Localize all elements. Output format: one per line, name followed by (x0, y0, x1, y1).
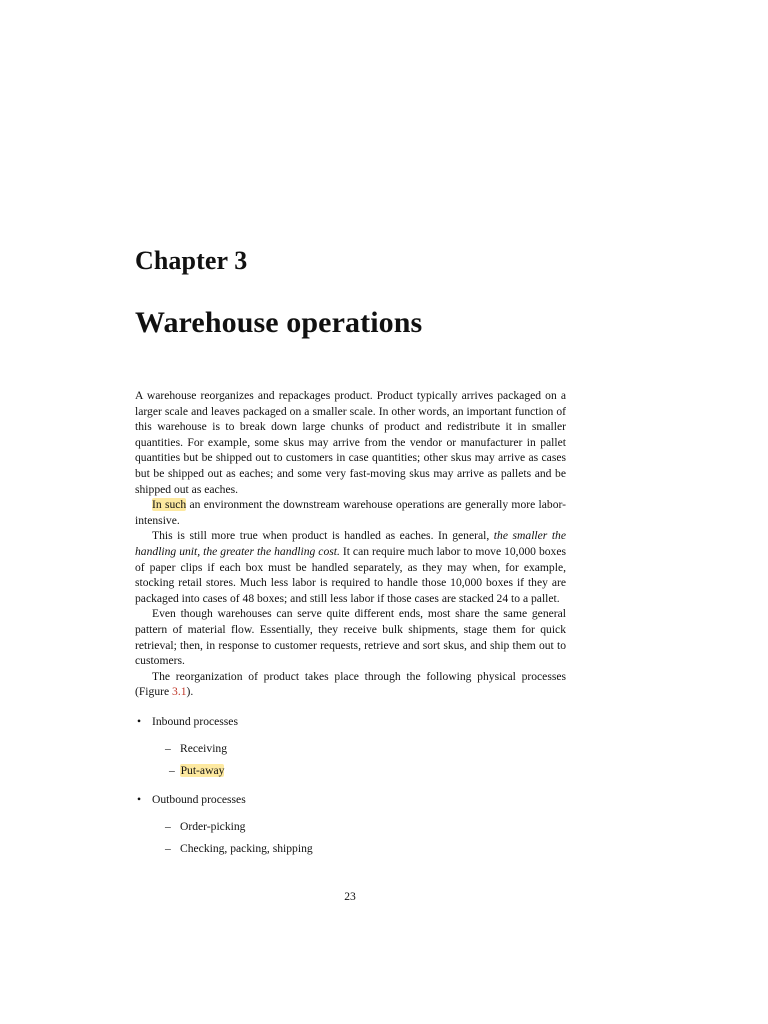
inbound-sublist (152, 741, 566, 778)
paragraph-material-flow: Even though warehouses can serve quite different ends, most share the same general pattern of material flow. Essentially, they receive bulk shipments, stage them for quick retrieval; then, in response to customer requests, retrieve and sort skus, and ship them out to customers. (135, 607, 566, 668)
paragraph-text: ). (186, 685, 194, 699)
sublist-item (152, 741, 566, 757)
emphasized-text: the smaller the handling unit, the greater the handling cost. (135, 529, 567, 558)
sublist-item (152, 763, 566, 779)
list-item-label: Outbound processes (152, 792, 246, 806)
paragraph-text: It can require much labor to move 10,000 boxes of paper clips if each box must be handled separately, as they may when, for example, stocking retail stores. Much less labor is required to handle those 10,000 boxes if they are packaged into cases of 48 boxes; and still less labor if those cases are stacked 24 to a pallet. (135, 544, 566, 605)
list-item-outbound (135, 792, 566, 857)
sublist-item (152, 841, 566, 857)
sublist-item (152, 819, 566, 835)
chapter-label: Chapter 3 (135, 246, 248, 275)
dash-icon: – (165, 742, 171, 756)
bullet-icon: • (137, 792, 142, 806)
page-number: 23 (344, 890, 356, 903)
dash-icon: – (165, 841, 171, 855)
sublist-item-label: Put-away (180, 764, 225, 778)
list-item-label: Inbound processes (152, 714, 238, 728)
process-list (135, 714, 566, 857)
chapter-body (135, 388, 566, 869)
sublist-item-label: Checking, packing, shipping (180, 841, 313, 855)
sublist-item-label: Order-picking (180, 820, 246, 834)
paragraph-text: This is still more true when product is handled as eaches. In general, (152, 529, 494, 543)
highlighted-list-item[interactable] (169, 764, 225, 778)
paragraph-processes (135, 669, 566, 700)
outbound-sublist (152, 819, 566, 856)
paragraph-text: The reorganization of product takes place through the following physical processes (Figure (135, 669, 566, 699)
highlighted-text[interactable]: In such (152, 498, 187, 512)
dash-icon: – (165, 820, 171, 834)
chapter-title: Warehouse operations (135, 306, 423, 339)
paragraph-handling-cost (135, 528, 566, 606)
list-item-inbound (135, 714, 566, 779)
paragraph-environment (135, 497, 566, 528)
paragraph-intro: A warehouse reorganizes and repackages product. Product typically arrives packaged on a larger scale and leaves packaged on a smaller scale. In other words, an important function of this warehouse is to break down large chunks of product and redistribute it in smaller quantities. For example, some skus may arrive from the vendor or manufacturer in pallet quantities but be shipped out to customers in case quantities; other skus may arrive as cases but be shipped out as eaches; and some very fast-moving skus may arrive as pallets and be shipped out as eaches. (135, 389, 566, 496)
figure-link[interactable]: 3.1 (172, 685, 187, 699)
bullet-icon: • (137, 714, 142, 728)
sublist-item-label: Receiving (180, 742, 228, 756)
dash-icon: – (169, 764, 175, 778)
paragraph-text: an environment the downstream warehouse operations are generally more labor-intensive. (135, 498, 567, 527)
